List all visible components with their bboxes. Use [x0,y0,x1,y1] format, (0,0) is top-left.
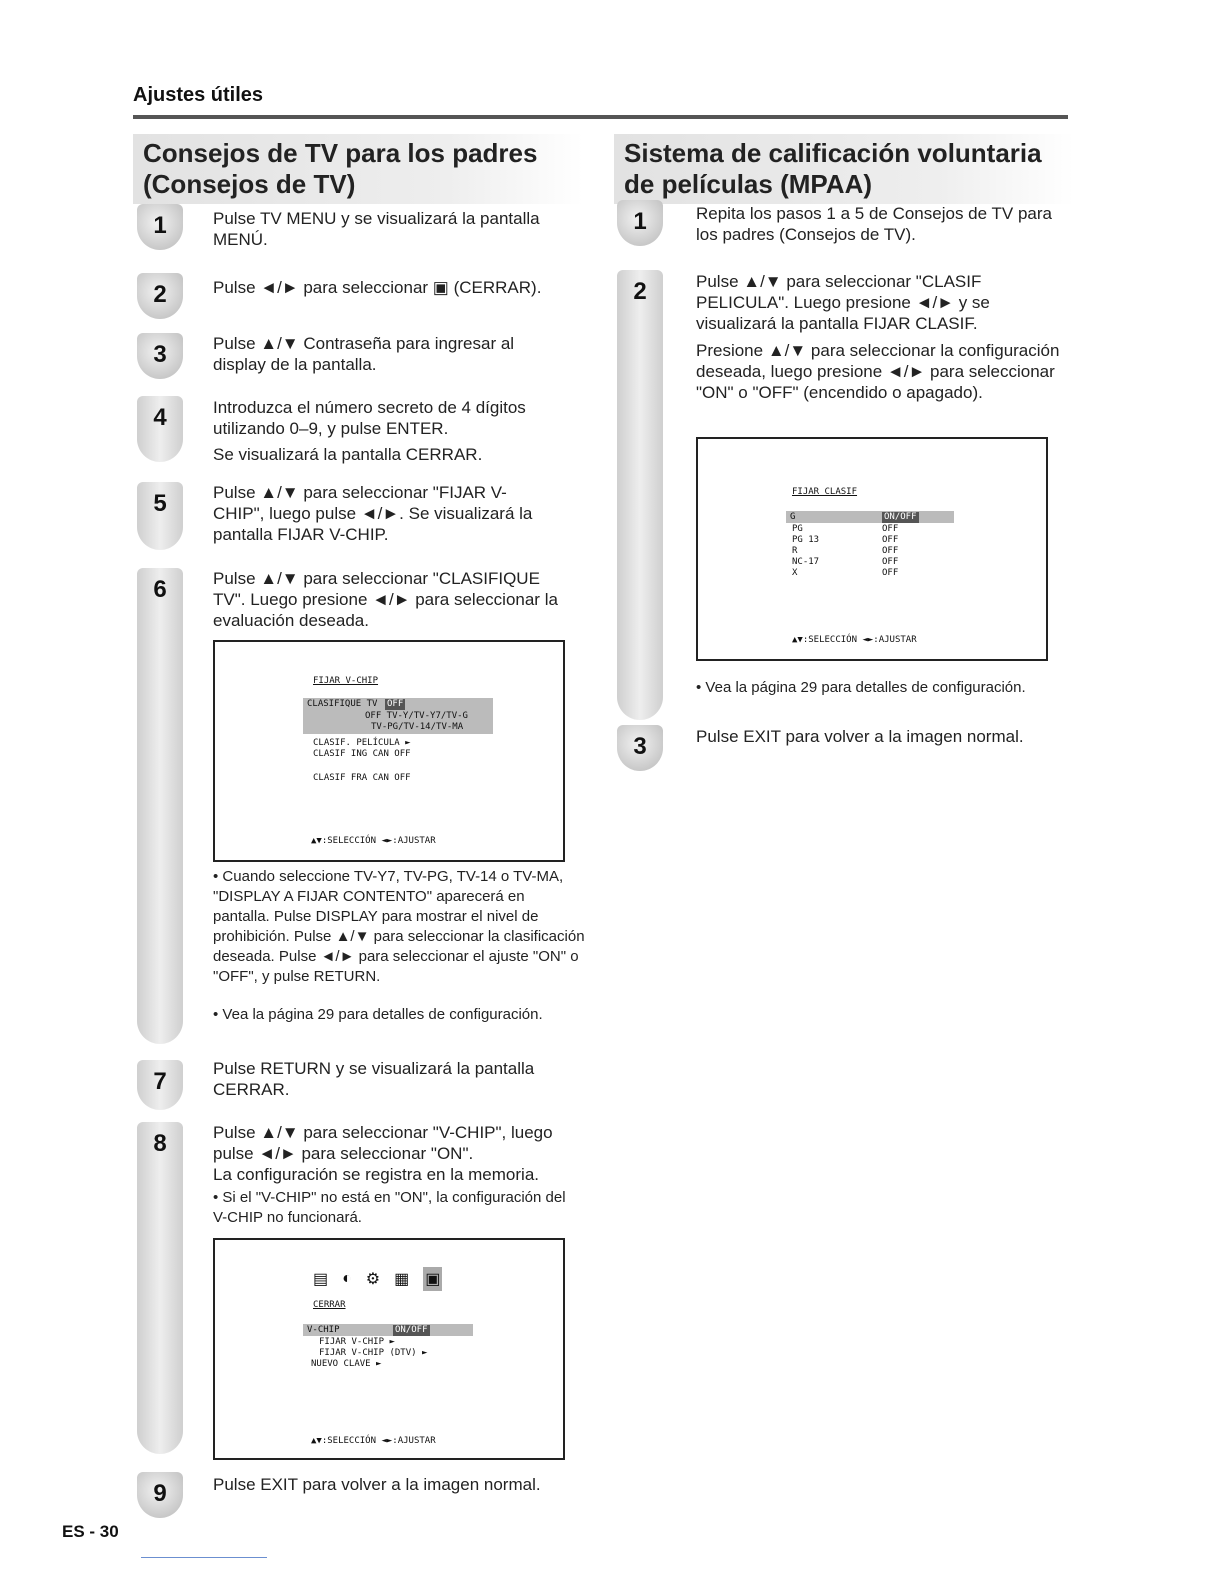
step-6-note-2: • Vea la página 29 para detalles de configuración. [213,1005,585,1025]
step-1-text: Pulse TV MENU y se visualizará la pantalla MENÚ. [213,209,540,249]
step-3-badge: 3 [137,333,183,379]
screen2-row1-value: ON/OFF [395,1325,428,1335]
screen1-row3: TV-PG/TV-14/TV-MA [371,722,464,732]
left-title: Consejos de TV para los padres (Consejos de TV) [133,134,583,204]
screen2-footer: ▲▼:SELECCIÓN ◄►:AJUSTAR [311,1436,436,1446]
screen-cerrar [213,1238,565,1460]
step-2-badge: 2 [137,273,183,319]
clasif-row-label: X [792,568,798,578]
clasif-row-value: OFF [882,557,899,567]
picture-icon: ▤ [313,1271,329,1288]
section-label: Ajustes útiles [133,84,264,106]
footer-divider [141,1557,267,1558]
page-number: ES - 30 [62,1522,119,1541]
clasif-row-value: OFF [882,524,899,534]
step-2-text: Pulse ◄/► para seleccionar ▣ (CERRAR). [213,278,542,297]
step-8-text2: La configuración se registra en la memoria. [213,1165,539,1184]
step-4-text2: Se visualizará la pantalla CERRAR. [213,445,483,464]
right-step-1-text: Repita los pasos 1 a 5 de Consejos de TV para los padres (Consejos de TV). [696,204,1052,244]
screen1-title: FIJAR V-CHIP [313,676,379,686]
step-4-badge: 4 [137,396,183,462]
screen1-row1-value: OFF [387,699,404,709]
clasif-row-value: OFF [882,568,899,578]
screen1-row4: CLASIF. PELÍCULA ► [313,738,411,748]
right-step-2-text2: Presione ▲/▼ para seleccionar la configuración deseada, luego presione ◄/► para seleccionar "ON" o "OFF" (encendido o apagado). [696,341,1060,402]
screen1-row6: CLASIF FRA CAN OFF [313,773,411,783]
step-6-badge: 6 [137,568,183,1044]
clasif-highlight [786,511,954,523]
clasif-row-label: G [790,512,796,522]
step-1-badge: 1 [137,204,183,250]
right-step-2-note: • Vea la página 29 para detalles de configuración. [696,678,1036,698]
right-step-1-badge: 1 [617,200,663,246]
step-5-badge: 5 [137,482,183,550]
step-4-text: Introduzca el número secreto de 4 dígitos utilizando 0–9, y pulse ENTER. [213,398,526,438]
step-9-badge: 9 [137,1472,183,1518]
step-7-text: Pulse RETURN y se visualizará la pantalla CERRAR. [213,1059,535,1099]
clasif-row-value: OFF [882,535,899,545]
audio-icon: ◐ [342,1270,352,1287]
screen1-row1-label: CLASIFIQUE TV [307,699,378,709]
clasif-row-label: PG 13 [792,535,820,545]
screen2-row3: FIJAR V-CHIP (DTV) ► [319,1348,428,1358]
right-step-3-badge: 3 [617,725,663,771]
clasif-row-value: OFF [882,546,899,556]
step-9-text: Pulse EXIT para volver a la imagen normal. [213,1475,541,1494]
clasif-footer: ▲▼:SELECCIÓN ◄►:AJUSTAR [792,635,917,645]
clasif-row-label: PG [792,524,803,534]
step-5-text: Pulse ▲/▼ para seleccionar "FIJAR V-CHIP", luego pulse ◄/►. Se visualizará la pantalla FIJAR V-CHIP. [213,483,533,544]
step-7-badge: 7 [137,1060,183,1110]
right-step-2-text: Pulse ▲/▼ para seleccionar "CLASIF PELICULA". Luego presione ◄/► y se visualizará la pantalla FIJAR CLASIF. [696,272,990,333]
step-8-text: Pulse ▲/▼ para seleccionar "V-CHIP", luego pulse ◄/► para seleccionar "ON". [213,1123,553,1163]
step-8-badge: 8 [137,1122,183,1454]
screen2-icon-row [313,1264,485,1294]
screen2-row1-label: V-CHIP [307,1325,340,1335]
step-3-text: Pulse ▲/▼ Contraseña para ingresar al display de la pantalla. [213,334,515,374]
step-8-note: • Si el "V-CHIP" no está en "ON", la configuración del V-CHIP no funcionará. [213,1188,573,1228]
screen2-row2: FIJAR V-CHIP ► [319,1337,395,1347]
screen1-row2: OFF TV-Y/TV-Y7/TV-G [365,711,468,721]
step-6-text: Pulse ▲/▼ para seleccionar "CLASIFIQUE TV". Luego presione ◄/► para seleccionar la evaluación deseada. [213,569,558,630]
screen1-row5: CLASIF ING CAN OFF [313,749,411,759]
screen-fijar-vchip [213,640,565,862]
screen-fijar-clasif [696,437,1048,661]
power-icon: ⚙ [365,1271,381,1288]
lock-icon: ▣ [423,1267,442,1291]
setup-icon: ▦ [394,1271,410,1288]
right-title: Sistema de calificación voluntaria de películas (MPAA) [614,134,1074,204]
right-step-2-badge: 2 [617,270,663,720]
clasif-title: FIJAR CLASIF [792,487,858,497]
screen1-footer: ▲▼:SELECCIÓN ◄►:AJUSTAR [311,836,436,846]
step-6-note-1: • Cuando seleccione TV-Y7, TV-PG, TV-14 o TV-MA, "DISPLAY A FIJAR CONTENTO" aparecerá en pantalla. Pulse DISPLAY para mostrar el nivel de prohibición. Pulse ▲/▼ para seleccionar la clasificación deseada. Pulse ◄/► para seleccionar el ajuste "ON" o "OFF", y pulse RETURN. [213,867,585,987]
screen2-row4: NUEVO CLAVE ► [311,1359,382,1369]
clasif-row-label: R [792,546,798,556]
header-rule [133,115,1068,119]
screen2-title: CERRAR [313,1300,346,1310]
clasif-row-value: ON/OFF [884,512,917,522]
clasif-row-label: NC-17 [792,557,820,567]
right-step-3-text: Pulse EXIT para volver a la imagen normal. [696,727,1024,746]
